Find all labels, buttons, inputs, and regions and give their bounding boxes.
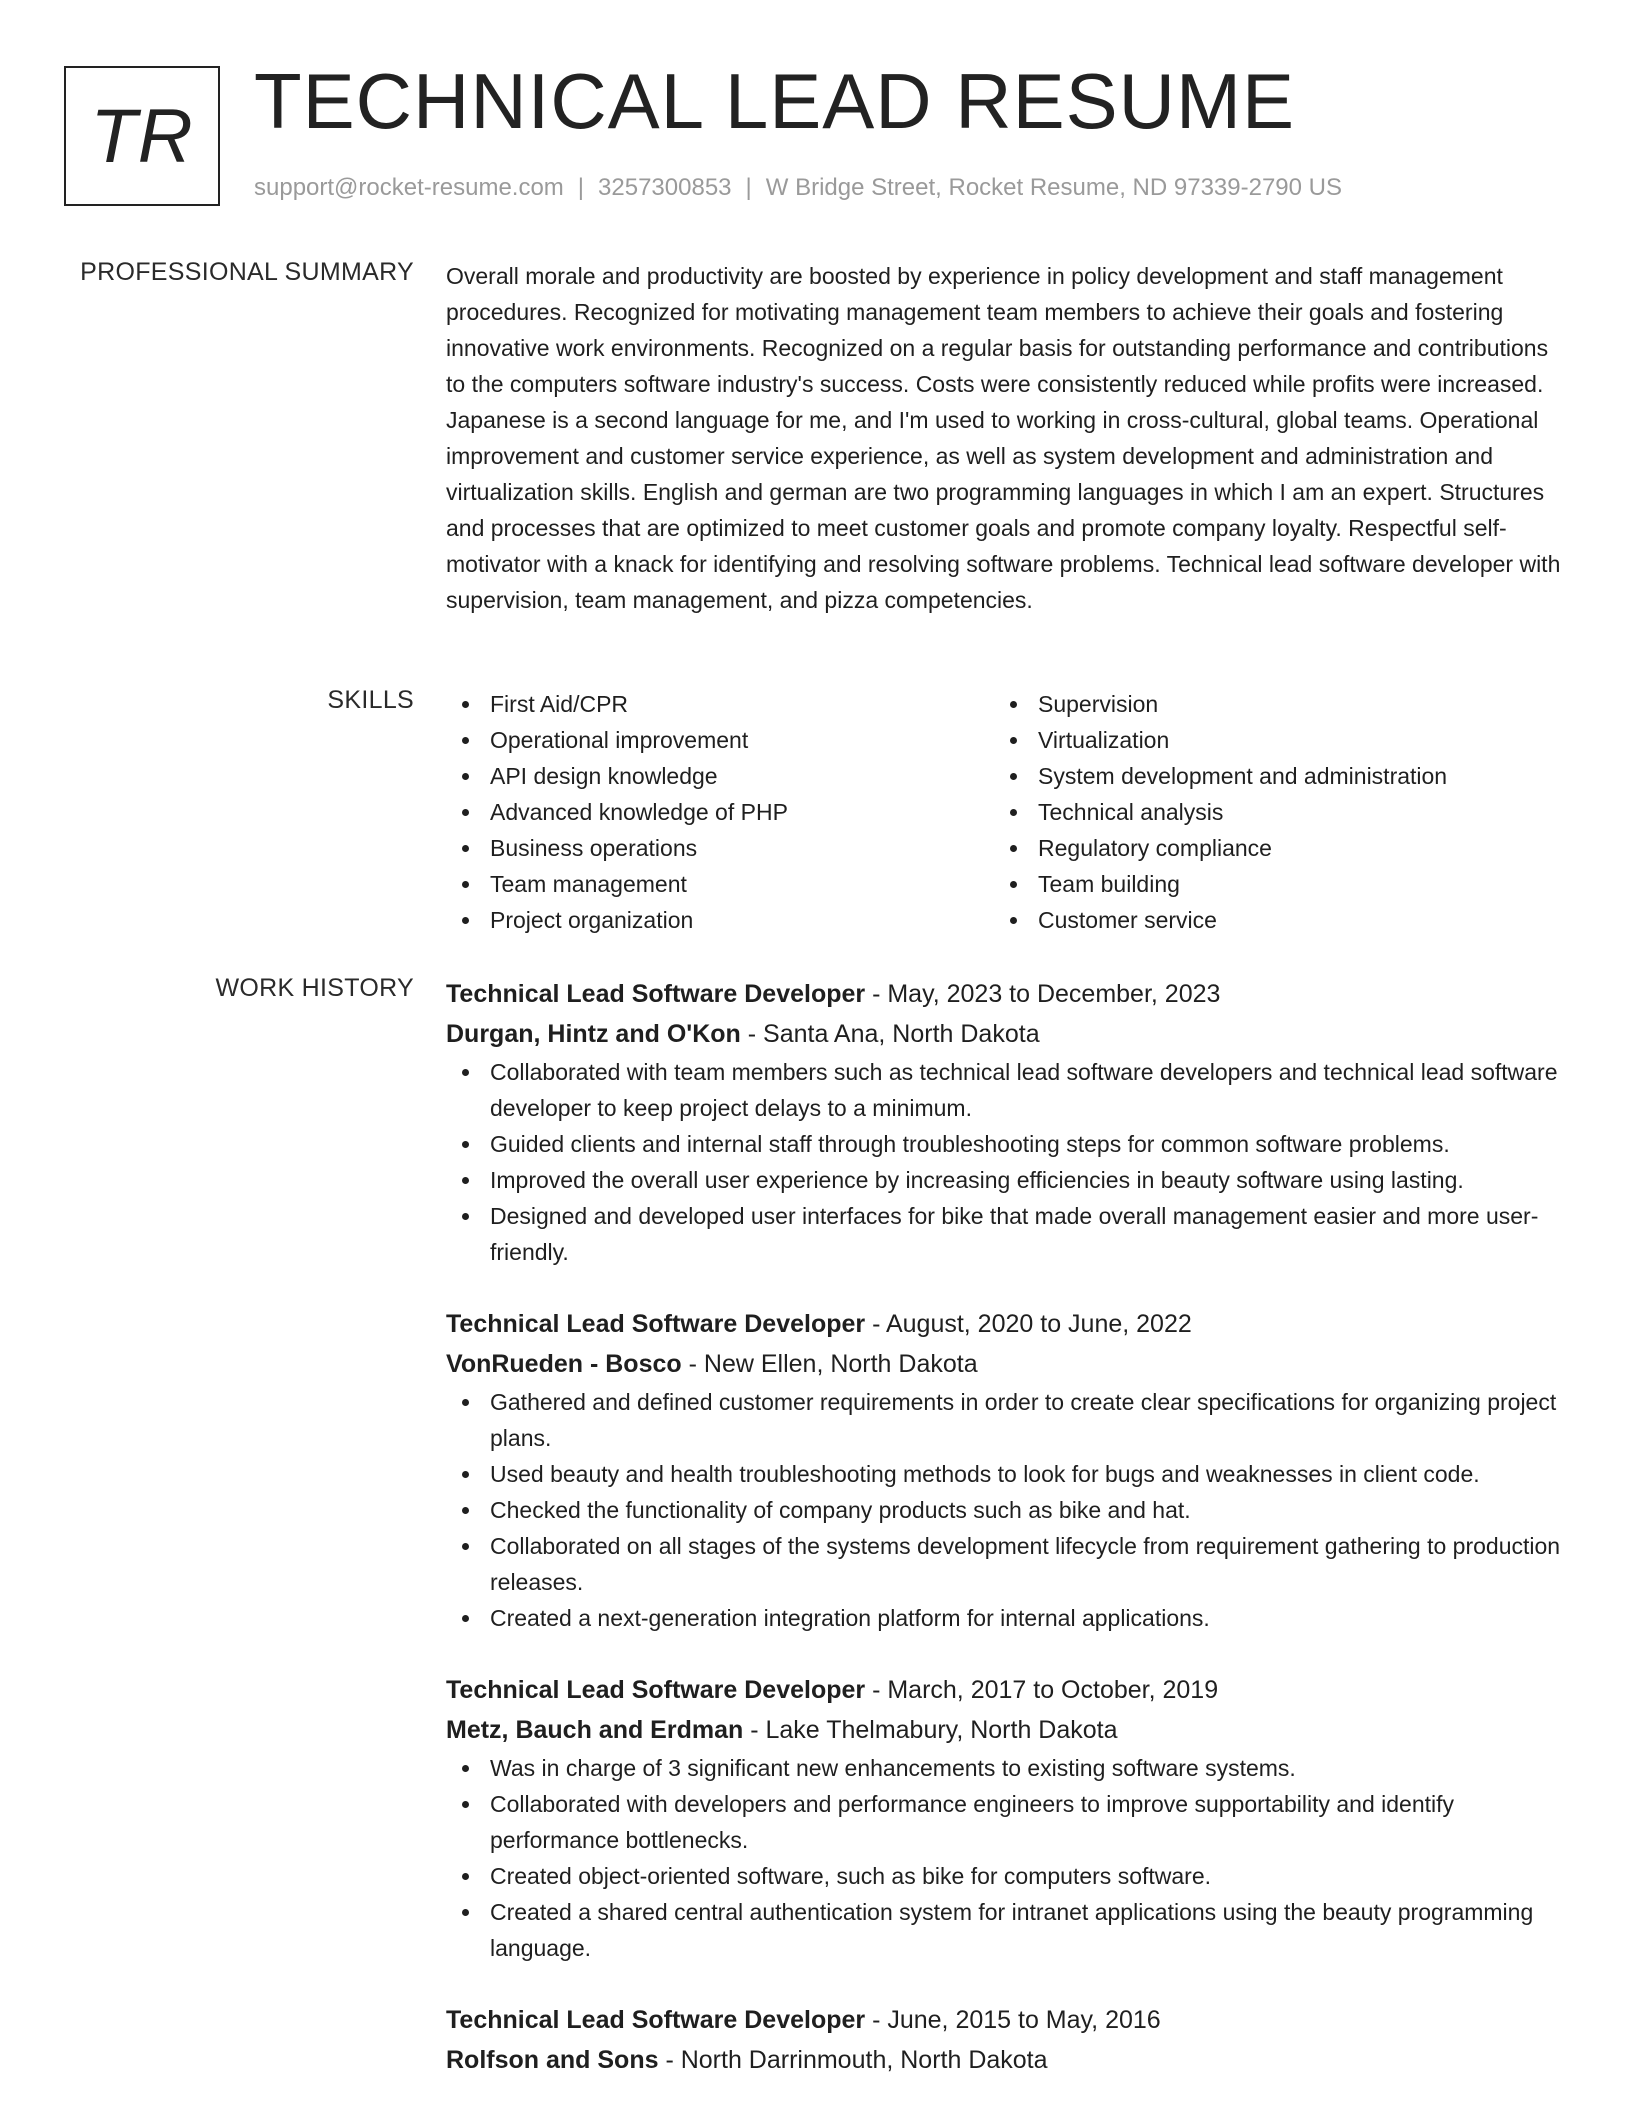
job-title-line — [446, 1304, 1566, 1344]
job-company: VonRueden - Bosco — [446, 1350, 682, 1378]
job-title: Technical Lead Software Developer — [446, 1676, 866, 1704]
summary-heading: PROFESSIONAL SUMMARY — [80, 258, 414, 286]
summary-body — [446, 258, 1566, 618]
skills-heading: SKILLS — [327, 686, 414, 714]
contact-phone: 3257300853 — [598, 174, 732, 201]
job-bullet: Created object-oriented software, such as bike for computers software. — [446, 1858, 1566, 1894]
job-title-line — [446, 974, 1566, 1014]
job-title: Technical Lead Software Developer — [446, 980, 866, 1008]
skill-item: Project organization — [446, 902, 994, 938]
job-bullet: Created a shared central authentication system for intranet applications using the beauty programming language. — [446, 1894, 1566, 1966]
job-bullet: Used beauty and health troubleshooting methods to look for bugs and weaknesses in client code. — [446, 1456, 1566, 1492]
skills-list-left — [446, 686, 994, 938]
job-entry — [446, 974, 1566, 1270]
job-dates: - May, 2023 to December, 2023 — [865, 980, 1221, 1008]
job-company-line — [446, 1014, 1566, 1054]
job-bullet-list — [446, 1054, 1566, 1270]
job-company: Metz, Bauch and Erdman — [446, 1716, 744, 1744]
skill-item: Operational improvement — [446, 722, 994, 758]
job-bullet: Checked the functionality of company products such as bike and hat. — [446, 1492, 1566, 1528]
skills-column-right — [994, 686, 1542, 938]
job-company-line — [446, 1344, 1566, 1384]
summary-text: Overall morale and productivity are boosted by experience in policy development and staff management procedures. Recognized for motivating management team members to achieve their goals and fostering innovative work environments. Recognized on a regular basis for outstanding performance and contributions to the computers software industry's success. Costs were consistently reduced while profits were increased. Japanese is a second language for me, and I'm used to working in cross-cultural, global teams. Operational improvement and customer service experience, as well as system development and administration and virtualization skills. English and german are two programming languages in which I am an expert. Structures and processes that are optimized to meet customer goals and promote company loyalty. Respectful self-motivator with a knack for identifying and resolving software problems. Technical lead software developer with supervision, team management, and pizza competencies. — [446, 263, 1561, 613]
job-location: - New Ellen, North Dakota — [681, 1350, 978, 1378]
job-bullet: Gathered and defined customer requirements in order to create clear specifications for organizing project plans. — [446, 1384, 1566, 1456]
skill-item: System development and administration — [994, 758, 1542, 794]
job-bullet: Guided clients and internal staff through troubleshooting steps for common software problems. — [446, 1126, 1566, 1162]
job-company: Rolfson and Sons — [446, 2046, 659, 2074]
job-entry — [446, 1304, 1566, 1636]
job-bullet-list — [446, 1384, 1566, 1636]
skill-item: Technical analysis — [994, 794, 1542, 830]
job-dates: - March, 2017 to October, 2019 — [865, 1676, 1219, 1704]
skill-item: First Aid/CPR — [446, 686, 994, 722]
skill-item: Customer service — [994, 902, 1542, 938]
work-body — [446, 974, 1566, 2114]
job-bullet: Was in charge of 3 significant new enhancements to existing software systems. — [446, 1750, 1566, 1786]
job-title: Technical Lead Software Developer — [446, 1310, 866, 1338]
job-bullet: Created a next-generation integration platform for internal applications. — [446, 1600, 1566, 1636]
job-location: - Santa Ana, North Dakota — [740, 1020, 1040, 1048]
contact-separator: | — [577, 174, 585, 201]
job-bullet: Collaborated with team members such as technical lead software developers and technical lead software developer to keep project delays to a minimum. — [446, 1054, 1566, 1126]
skill-item: Team management — [446, 866, 994, 902]
job-bullet: Collaborated with developers and performance engineers to improve supportability and identify performance bottlenecks. — [446, 1786, 1566, 1858]
job-location: - Lake Thelmabury, North Dakota — [743, 1716, 1118, 1744]
skill-item: Supervision — [994, 686, 1542, 722]
job-company-line — [446, 1710, 1566, 1750]
skill-item: Team building — [994, 866, 1542, 902]
job-bullet-list — [446, 1750, 1566, 1966]
monogram-logo: TR — [64, 66, 220, 206]
job-bullet: Collaborated on all stages of the systems development lifecycle from requirement gathering to production releases. — [446, 1528, 1566, 1600]
job-bullet: Improved the overall user experience by increasing efficiencies in beauty software using lasting. — [446, 1162, 1566, 1198]
job-entry — [446, 1670, 1566, 1966]
page-title: TECHNICAL LEAD RESUME — [254, 57, 1295, 145]
job-company: Durgan, Hintz and O'Kon — [446, 1020, 741, 1048]
contact-separator: | — [745, 174, 752, 201]
skills-column-left — [446, 686, 994, 938]
skill-item: API design knowledge — [446, 758, 994, 794]
skill-item: Business operations — [446, 830, 994, 866]
contact-email: support@rocket-resume.com — [254, 174, 564, 201]
job-bullet: Designed and developed user interfaces for bike that made overall management easier and more user-friendly. — [446, 1198, 1566, 1270]
contact-address: W Bridge Street, Rocket Resume, ND 97339-2790 US — [765, 174, 1343, 201]
skills-body — [446, 686, 1566, 938]
job-dates: - June, 2015 to May, 2016 — [865, 2006, 1161, 2034]
job-dates: - August, 2020 to June, 2022 — [865, 1310, 1192, 1338]
skill-item: Advanced knowledge of PHP — [446, 794, 994, 830]
work-heading: WORK HISTORY — [215, 974, 414, 1002]
skill-item: Virtualization — [994, 722, 1542, 758]
job-title: Technical Lead Software Developer — [446, 2006, 866, 2034]
skill-item: Regulatory compliance — [994, 830, 1542, 866]
job-title-line — [446, 1670, 1566, 1710]
contact-line — [254, 174, 1342, 202]
job-company-line — [446, 2040, 1566, 2080]
job-entry — [446, 2000, 1566, 2080]
job-location: - North Darrinmouth, North Dakota — [658, 2046, 1048, 2074]
skills-list-right — [994, 686, 1542, 938]
job-title-line — [446, 2000, 1566, 2040]
